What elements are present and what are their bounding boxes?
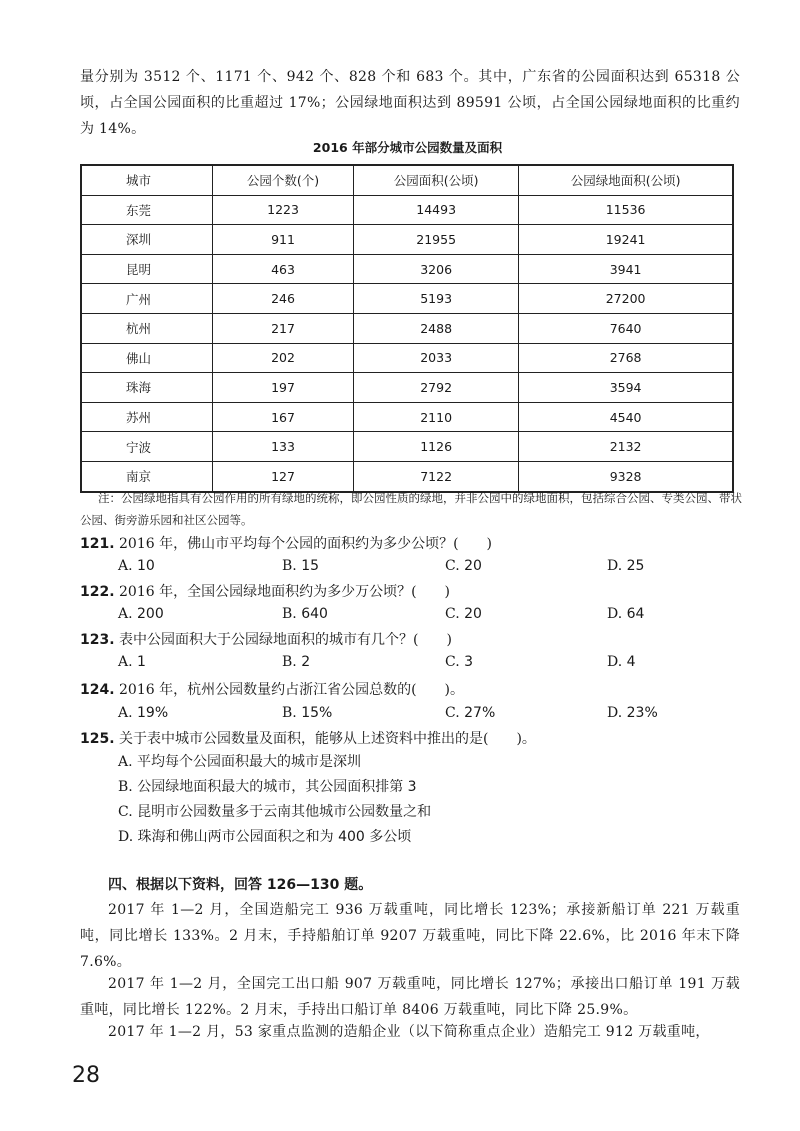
- question-number: 121.: [80, 536, 115, 552]
- cell-city: 苏州: [81, 402, 213, 432]
- section-paragraph: 2017 年 1—2 月，53 家重点监测的造船企业（以下简称重点企业）造船完工 912 万载重吨，: [108, 1024, 710, 1040]
- question-number: 124.: [80, 682, 115, 698]
- cell-green-area: 27200: [519, 284, 733, 314]
- table-row: [81, 225, 733, 255]
- table-header-row: [81, 165, 733, 195]
- cell-city: 珠海: [81, 373, 213, 403]
- cell-park-count: 133: [213, 432, 354, 462]
- option-b[interactable]: B. 2: [282, 654, 311, 670]
- table-row: [81, 195, 733, 225]
- option-a[interactable]: A. 19%: [118, 705, 169, 721]
- table-row: [81, 343, 733, 373]
- question-number: 123.: [80, 632, 115, 648]
- cell-park-area: 14493: [354, 195, 519, 225]
- cell-city: 南京: [81, 461, 213, 491]
- option-d[interactable]: D. 25: [607, 558, 645, 574]
- option-a[interactable]: A. 平均每个公园面积最大的城市是深圳: [118, 754, 362, 770]
- question-125: [80, 728, 536, 750]
- option-c[interactable]: C. 昆明市公园数量多于云南其他城市公园数量之和: [118, 804, 432, 820]
- question-stem: 表中公园面积大于公园绿地面积的城市有几个？( ): [119, 632, 452, 648]
- cell-green-area: 9328: [519, 461, 733, 491]
- cell-park-area: 21955: [354, 225, 519, 255]
- cell-city: 昆明: [81, 254, 213, 284]
- cell-green-area: 11536: [519, 195, 733, 225]
- option-c[interactable]: C. 20: [445, 606, 482, 622]
- cell-park-count: 202: [213, 343, 354, 373]
- option-c[interactable]: C. 3: [445, 654, 474, 670]
- cell-city: 广州: [81, 284, 213, 314]
- question-stem: 关于表中城市公园数量及面积，能够从上述资料中推出的是( )。: [119, 731, 536, 747]
- question-122: [80, 581, 450, 603]
- question-stem: 2016 年，佛山市平均每个公园的面积约为多少公顷？( ): [119, 536, 493, 552]
- table-row: [81, 284, 733, 314]
- cell-park-area: 1126: [354, 432, 519, 462]
- cell-city: 东莞: [81, 195, 213, 225]
- option-b[interactable]: B. 公园绿地面积最大的城市，其公园面积排第 3: [118, 779, 417, 795]
- cell-green-area: 2132: [519, 432, 733, 462]
- question-number: 125.: [80, 731, 115, 747]
- option-b[interactable]: B. 15%: [282, 705, 333, 721]
- option-b[interactable]: B. 640: [282, 606, 328, 622]
- cell-green-area: 3594: [519, 373, 733, 403]
- option-d[interactable]: D. 4: [607, 654, 636, 670]
- option-b[interactable]: B. 15: [282, 558, 320, 574]
- cell-park-count: 127: [213, 461, 354, 491]
- option-d[interactable]: D. 珠海和佛山两市公园面积之和为 400 多公顷: [118, 829, 412, 845]
- table-row: [81, 402, 733, 432]
- cell-park-area: 3206: [354, 254, 519, 284]
- cell-green-area: 2768: [519, 343, 733, 373]
- cell-park-area: 2110: [354, 402, 519, 432]
- question-number: 122.: [80, 584, 115, 600]
- cell-park-count: 217: [213, 313, 354, 343]
- cell-green-area: 7640: [519, 313, 733, 343]
- header-city: 城市: [81, 165, 213, 195]
- cell-park-count: 246: [213, 284, 354, 314]
- header-green-area: 公园绿地面积(公顷): [519, 165, 733, 195]
- cell-park-area: 5193: [354, 284, 519, 314]
- cell-city: 宁波: [81, 432, 213, 462]
- cell-green-area: 19241: [519, 225, 733, 255]
- option-a[interactable]: A. 10: [118, 558, 155, 574]
- option-d[interactable]: D. 64: [607, 606, 645, 622]
- cell-park-count: 197: [213, 373, 354, 403]
- cell-park-area: 2033: [354, 343, 519, 373]
- table-note: 注：公园绿地指具有公园作用的所有绿地的统称，即公园性质的绿地，并非公园中的绿地面积，包括综合公园、专类公园、带状公园、街旁游乐园和社区公园等。: [80, 491, 742, 527]
- cell-city: 杭州: [81, 313, 213, 343]
- question-stem: 2016 年，全国公园绿地面积约为多少万公顷？( ): [119, 584, 451, 600]
- page-number: 28: [72, 1063, 100, 1088]
- option-a[interactable]: A. 1: [118, 654, 146, 670]
- cell-park-count: 167: [213, 402, 354, 432]
- question-124: [80, 679, 464, 701]
- header-park-count: 公园个数(个): [213, 165, 354, 195]
- table-row: [81, 432, 733, 462]
- table-row: [81, 373, 733, 403]
- intro-paragraph: 量分别为 3512 个、1171 个、942 个、828 个和 683 个。其中，广东省的公园面积达到 65318 公顷，占全国公园面积的比重超过 17%；公园绿地面积达到 89591 公顷，占全国公园绿地面积的比重约为 14%。: [80, 69, 740, 137]
- park-table: [80, 164, 734, 493]
- cell-park-count: 911: [213, 225, 354, 255]
- cell-park-area: 7122: [354, 461, 519, 491]
- cell-green-area: 3941: [519, 254, 733, 284]
- cell-park-area: 2792: [354, 373, 519, 403]
- section-paragraph: 2017 年 1—2 月，全国完工出口船 907 万载重吨，同比增长 127%；承接出口船订单 191 万载重吨，同比增长 122%。2 月末，手持出口船订单 8406 万载重吨，同比下降 25.9%。: [80, 976, 740, 1018]
- question-stem: 2016 年，杭州公园数量约占浙江省公园总数的( )。: [119, 682, 465, 698]
- cell-green-area: 4540: [519, 402, 733, 432]
- table-title: 2016 年部分城市公园数量及面积: [312, 140, 503, 155]
- section-heading: 四、根据以下资料，回答 126—130 题。: [108, 877, 373, 893]
- cell-city: 深圳: [81, 225, 213, 255]
- table-row: [81, 254, 733, 284]
- cell-park-count: 463: [213, 254, 354, 284]
- option-c[interactable]: C. 20: [445, 558, 482, 574]
- cell-park-area: 2488: [354, 313, 519, 343]
- table-row: [81, 313, 733, 343]
- cell-city: 佛山: [81, 343, 213, 373]
- question-123: [80, 629, 452, 651]
- option-d[interactable]: D. 23%: [607, 705, 658, 721]
- header-park-area: 公园面积(公顷): [354, 165, 519, 195]
- section-paragraph: 2017 年 1—2 月，全国造船完工 936 万载重吨，同比增长 123%；承接新船订单 221 万载重吨，同比增长 133%。2 月末，手持船舶订单 9207 万载重吨，同比下降 22.6%，比 2016 年末下降 7.6%。: [80, 902, 740, 970]
- cell-park-count: 1223: [213, 195, 354, 225]
- option-c[interactable]: C. 27%: [445, 705, 496, 721]
- option-a[interactable]: A. 200: [118, 606, 164, 622]
- question-121: [80, 533, 492, 555]
